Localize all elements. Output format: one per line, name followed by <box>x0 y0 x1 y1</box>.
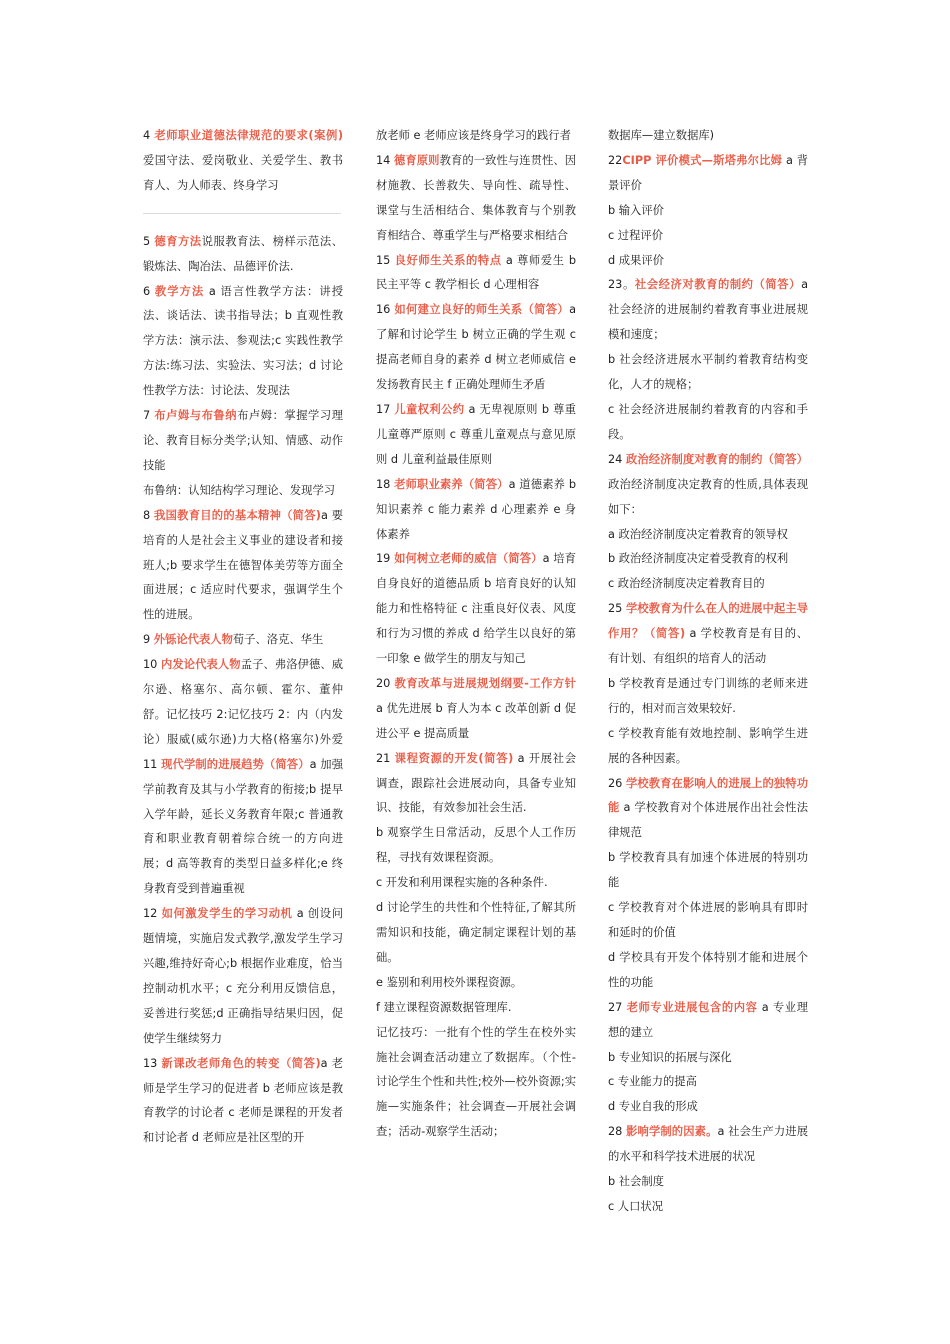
paragraph <box>608 572 808 597</box>
paragraph <box>376 298 576 398</box>
body-text: 5 <box>143 234 155 248</box>
paragraph <box>608 946 808 996</box>
paragraph <box>608 996 808 1046</box>
body-text: 布卢姆：掌握学习理论、教育目标分类学;认知、情感、动作技能 <box>143 409 343 472</box>
paragraph <box>376 747 576 822</box>
heading-text: 政治经济制度对教育的制约（简答） <box>626 452 808 466</box>
paragraph <box>608 1195 808 1220</box>
paragraph <box>608 124 808 149</box>
body-text: b 观察学生日常活动，反思个人工作历程，寻找有效课程资源。 <box>376 826 576 865</box>
body-text: a 专业理想的建立 <box>608 1000 808 1039</box>
heading-text: 老师专业进展包含的内容 <box>626 1000 758 1014</box>
body-text: d 成果评价 <box>608 253 664 267</box>
body-text: 说服教育法、榜样示范法、锻炼法、陶冶法、品德评价法. <box>143 234 343 273</box>
paragraph <box>143 628 343 653</box>
heading-text: 布卢姆与布鲁纳 <box>154 409 238 423</box>
body-text: d 学校具有开发个体特别才能和进展个性的功能 <box>608 950 808 989</box>
body-text: a 学校教育是有目的、有计划、有组织的培育人的活动 <box>608 627 808 666</box>
body-text: b 学校教育是通过专门训练的老师来进行的，相对而言效果较好. <box>608 676 808 715</box>
paragraph <box>608 1170 808 1195</box>
heading-text: 现代学制的进展趋势（简答） <box>161 757 310 771</box>
body-text: 4 <box>143 129 155 142</box>
body-text: a 道德素养 b 知识素养 c 能力素养 d 心理素养 e 身体素养 <box>376 477 576 541</box>
paragraph <box>376 1021 576 1146</box>
column-1 <box>143 124 343 1151</box>
paragraph <box>608 547 808 572</box>
paragraph <box>376 124 576 149</box>
paragraph <box>376 473 576 548</box>
body-text: 22 <box>608 153 623 167</box>
body-text: 17 <box>376 402 395 416</box>
paragraph <box>608 149 808 199</box>
heading-text: 德育原则 <box>394 153 440 167</box>
body-text: c 学校教育对个体进展的影响具有即时和延时的价值 <box>608 901 808 939</box>
body-text: d 专业自我的形成 <box>608 1100 698 1114</box>
body-text: 孟子、弗洛伊德、威尔逊、格塞尔、高尔顿、霍尔、董仲舒。记忆技巧 2:记忆技巧 2：内（内发论）服威(威尔逊)力大格(格塞尔)外爱 11 <box>143 658 343 771</box>
body-text: a 了解和讨论学生 b 树立正确的学生观 c 提高老师自身的素养 d 树立老师威信 e 发扬教育民主 f 正确处理师生矛盾 <box>376 303 576 392</box>
body-text: a 加强学前教育及其与小学教育的衔接;b 提早入学年龄，延长义务教育年限;c 普通教育和职业教育朝着综合统一的方向进展；d 高等教育的类型日益多样化;e 终身教育受到普遍重视 <box>143 757 343 896</box>
paragraph <box>608 273 808 348</box>
body-text: a 尊师爱生 b 民主平等 c 教学相长 d 心理相容 <box>376 253 576 292</box>
body-text: 18 <box>376 477 395 491</box>
body-text: 记忆技巧：一批有个性的学生在校外实施社会调查活动建立了数据库。（个性-讨论学生个性和共性;校外—校外资源;实施—实施条件；社会调查—开展社会调查；活动-观察学生活动； <box>376 1025 576 1139</box>
heading-text: 老师职业道德法律规范的要求(案例) <box>154 129 344 142</box>
paragraph <box>143 1052 343 1152</box>
body-text: 荀子、洛克、华生 <box>232 633 324 647</box>
body-text: 放老师 e 老师应该是终身学习的践行者 <box>376 129 571 142</box>
body-text: b 学校教育具有加速个体进展的特别功能 <box>608 851 808 890</box>
body-text: a 政治经济制度决定着教育的领导权 <box>608 527 788 541</box>
body-text: 23。 <box>608 278 635 292</box>
body-text: a 老师是学生学习的促进者 b 老师应该是教育教学的讨论者 c 老师是课程的开发者和讨论者 d 老师应是社区型的开 <box>143 1056 343 1145</box>
column-3 <box>608 124 808 1220</box>
body-text: a 学校教育对个体进展作出社会性法律规范 <box>608 801 808 840</box>
paragraph <box>608 722 808 772</box>
paragraph <box>608 348 808 398</box>
paragraph <box>608 448 808 523</box>
heading-text: 如何建立良好的师生关系（简答） <box>394 303 570 317</box>
body-text: 9 <box>143 633 154 647</box>
body-text: c 学校教育能有效地控制、影响学生进展的各种因素。 <box>608 726 808 765</box>
paragraph <box>608 1046 808 1071</box>
paragraph <box>608 523 808 548</box>
body-text: 20 <box>376 676 395 690</box>
body-text: b 社会经济进展水平制约着教育结构变化，人才的规格； <box>608 353 808 392</box>
paragraph <box>376 996 576 1021</box>
body-text: 19 <box>376 552 395 566</box>
paragraph <box>376 971 576 996</box>
body-text: 数据库—建立数据库) <box>608 129 715 142</box>
body-text: a 无卑视原则 b 尊重儿童尊严原则 c 尊重儿童观点与意见原则 d 儿童利益最佳原则 <box>376 402 576 466</box>
heading-text: 如何激发学生的学习动机 <box>161 907 293 921</box>
body-text: 8 <box>143 508 155 522</box>
body-text: 15 <box>376 253 395 267</box>
heading-text: 外铄论代表人物 <box>153 633 233 647</box>
body-text: a 开展社会调查，跟踪社会进展动向，具备专业知识、技能，有效参加社会生活. <box>376 751 577 815</box>
paragraph <box>143 653 343 902</box>
heading-text: 新课改老师角色的转变（简答) <box>161 1056 321 1070</box>
paragraph <box>143 230 343 280</box>
body-text: 教育的一致性与连贯性、因材施教、长善救失、导向性、疏导性、课堂与生活相结合、集体教育与个别教育相结合、尊重学生与严格要求相结合 <box>376 153 576 242</box>
heading-text: 内发论代表人物 <box>161 658 241 672</box>
heading-text: 德育方法 <box>154 234 202 248</box>
body-text: c 人口状况 <box>608 1199 663 1213</box>
paragraph <box>608 672 808 722</box>
body-text: a 社会生产力进展的水平和科学技术进展的状况 <box>608 1125 808 1164</box>
body-text: a 优先进展 b 育人为本 c 改革创新 d 促进公平 e 提高质量 <box>376 701 576 740</box>
body-text: 布鲁纳：认知结构学习理论、发现学习 <box>143 483 336 497</box>
column-2 <box>376 124 576 1145</box>
paragraph <box>143 479 343 504</box>
paragraph <box>376 821 576 871</box>
heading-text: 如何树立老师的威信（简答） <box>394 552 543 566</box>
heading-text: 教育改革与进展规划纲要-工作方针 <box>394 676 576 690</box>
paragraph <box>376 672 576 747</box>
body-text: 21 <box>376 751 395 765</box>
paragraph <box>376 896 576 971</box>
paragraph <box>376 547 576 672</box>
heading-text: 学校教育在影响人的进展上的独特功能 <box>608 776 808 815</box>
body-text: 16 <box>376 303 395 317</box>
heading-text: 社会经济对教育的制约（简答） <box>634 278 802 292</box>
paragraph <box>608 224 808 249</box>
heading-text: CIPP 评价模式—斯塔弗尔比姆 <box>622 153 783 167</box>
body-text: 6 <box>143 284 155 298</box>
paragraph <box>143 504 343 629</box>
heading-text: 影响学制的因素。 <box>626 1125 718 1139</box>
heading-text: 学校教育为什么在人的进展中起主导作用？（简答) <box>608 602 808 641</box>
paragraph <box>608 398 808 448</box>
paragraph <box>143 404 343 479</box>
body-text: c 开发和利用课程实施的各种条件. <box>376 876 548 890</box>
heading-text: 课程资源的开发(简答) <box>394 751 514 765</box>
body-text: a 要培育的人是社会主义事业的建设者和接班人;b 要求学生在德智体美劳等方面全面进展；c 适应时代要求，强调学生个性的进展。 <box>143 508 344 622</box>
separator-line <box>143 213 341 214</box>
body-text: 24 <box>608 452 627 466</box>
paragraph <box>608 896 808 946</box>
heading-text: 良好师生关系的特点 <box>394 253 502 267</box>
body-text: a 培育自身良好的道德品质 b 培育良好的认知能力和性格特征 c 注重良好仪表、风度和行为习惯的养成 d 给学生以良好的第一印象 e 做学生的朋友与知己 <box>376 552 576 666</box>
body-text: 13 <box>143 1056 162 1070</box>
body-text: d 讨论学生的共性和个性特征,了解其所需知识和技能，确定制定课程计划的基础。 <box>376 901 576 964</box>
body-text: 政治经济制度决定教育的性质,具体表现如下： <box>608 477 808 516</box>
body-text: 14 <box>376 153 395 167</box>
paragraph <box>376 149 576 249</box>
body-text: 爱国守法、爱岗敬业、关爱学生、教书育人、为人师表、终身学习 <box>143 153 343 192</box>
body-text: c 社会经济进展制约着教育的内容和手段。 <box>608 402 808 441</box>
body-text: b 社会制度 <box>608 1175 664 1189</box>
body-text: a 社会经济的进展制约着教育事业进展规模和速度； <box>608 278 808 342</box>
paragraph <box>608 1095 808 1120</box>
paragraph <box>608 1120 808 1170</box>
body-text: 12 <box>143 907 162 921</box>
body-text: 28 <box>608 1125 627 1139</box>
body-text: b 政治经济制度决定着受教育的权利 <box>608 552 789 566</box>
paragraph <box>143 124 343 199</box>
body-text: b 输入评价 <box>608 203 664 217</box>
paragraph <box>376 398 576 473</box>
heading-text: 老师职业素养（简答） <box>394 477 509 491</box>
body-text: a 创设问题情境，实施启发式教学,激发学生学习兴趣,维持好奇心;b 根据作业难度，恰当控制动机水平；c 充分利用反馈信息，妥善进行奖惩;d 正确指导结果归因，促使学生继续努力 <box>143 907 343 1045</box>
paragraph <box>143 280 343 405</box>
body-text: a 背景评价 <box>608 153 808 192</box>
body-text: f 建立课程资源数据管理库. <box>376 1000 512 1014</box>
paragraph <box>608 846 808 896</box>
body-text: e 鉴别和利用校外课程资源。 <box>376 975 523 989</box>
paragraph <box>376 871 576 896</box>
paragraph <box>608 1070 808 1095</box>
body-text: 10 <box>143 658 162 672</box>
heading-text: 我国教育目的的基本精神（简答) <box>154 508 321 522</box>
heading-text: 儿童权利公约 <box>394 402 465 416</box>
heading-text: 教学方法 <box>154 284 205 298</box>
paragraph <box>608 199 808 224</box>
body-text: c 政治经济制度决定着教育目的 <box>608 577 765 591</box>
body-text: 25 <box>608 602 627 616</box>
paragraph <box>608 772 808 847</box>
body-text: c 过程评价 <box>608 228 663 242</box>
body-text: b 专业知识的拓展与深化 <box>608 1050 732 1064</box>
body-text: c 专业能力的提高 <box>608 1075 697 1089</box>
body-text: a 语言性教学方法：讲授法、谈话法、读书指导法；b 直观性教学方法：演示法、参观法;c 实践性教学方法:练习法、实验法、实习法；d 讨论性教学方法：讨论法、发现法 <box>143 284 344 398</box>
paragraph <box>376 249 576 299</box>
body-text: 26 <box>608 776 627 790</box>
paragraph <box>143 902 343 1051</box>
body-text: 27 <box>608 1000 627 1014</box>
paragraph <box>608 249 808 274</box>
body-text: 7 <box>143 409 155 423</box>
paragraph <box>608 597 808 672</box>
